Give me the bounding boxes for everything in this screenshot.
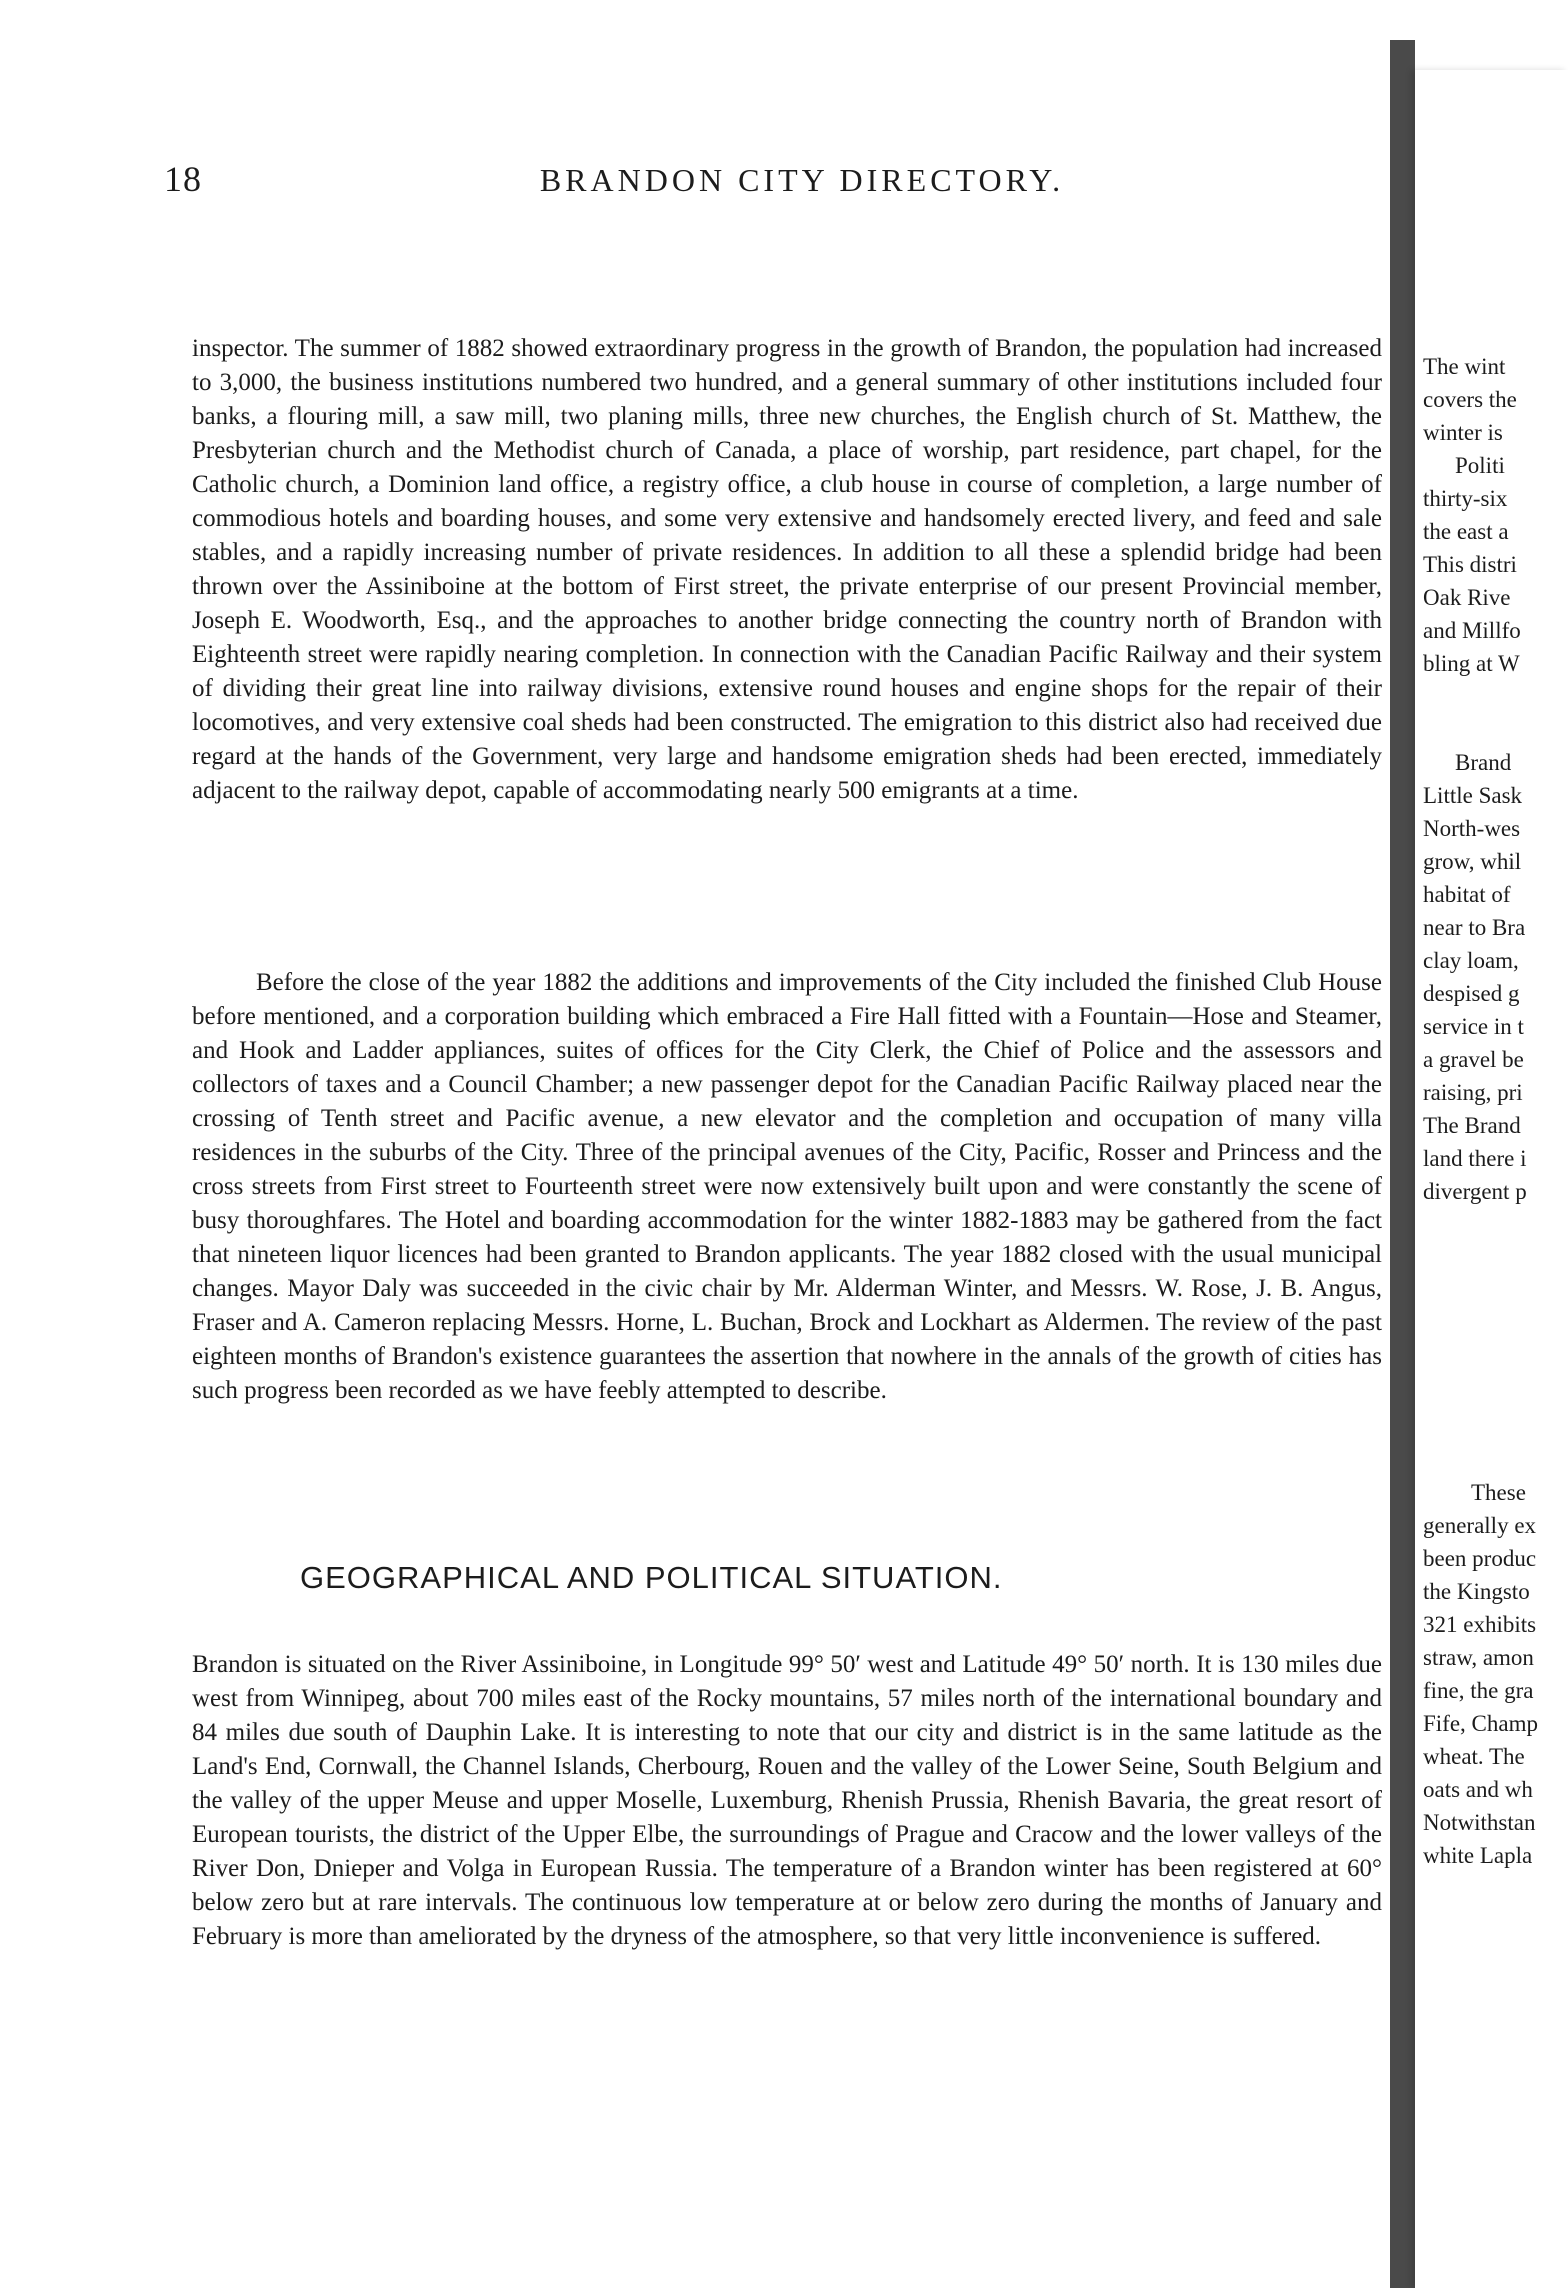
facing-page — [1415, 70, 1568, 2288]
facing-line: been produc — [1423, 1546, 1537, 1571]
section-heading: GEOGRAPHICAL AND POLITICAL SITUATION. — [300, 1560, 1003, 1595]
facing-line: This distri — [1423, 552, 1517, 577]
facing-line: Oak Rive — [1423, 585, 1511, 610]
facing-line: North-wes — [1423, 816, 1521, 841]
paragraph-text: Brandon is situated on the River Assiniboine, in Longitude 99° 50′ west and Latitude 49° 50′ north. It is 130 miles due west from Winnipeg, about 700 miles east of the Rocky mountains, 57 miles north of the international boundary and 84 miles due south of Dauphin Lake. It is interesting to note that our city and district is in the same latitude as the Land's End, Cornwall, the Channel Islands, Cherbourg, Rouen and the valley of the Lower Seine, South Belgium and the valley of the upper Meuse and upper Moselle, Luxemburg, Rhenish Prussia, Rhenish Bavaria, the great resort of European tourists, the district of the Upper Elbe, the surroundings of Prague and Cracow and the lower valleys of the River Don, Dnieper and Volga in European Russia. The temperature of a Brandon winter has been registered at 60° below zero but at rare intervals. The continuous low temperature at or below zero during the months of January and February is more than ameliorated by the dryness of the atmosphere, so that very little inconvenience is suffered. — [192, 1651, 1382, 1950]
facing-line: service in t — [1423, 1014, 1524, 1039]
facing-line: generally ex — [1423, 1513, 1537, 1538]
facing-line: the Kingsto — [1423, 1579, 1530, 1604]
paragraph-geography — [192, 1648, 1382, 1954]
facing-line: and Millfo — [1423, 618, 1521, 643]
facing-line: divergent p — [1423, 1179, 1527, 1204]
facing-line: Politi — [1455, 453, 1505, 478]
facing-line: covers the — [1423, 387, 1517, 412]
facing-page-text — [1423, 350, 1568, 1872]
facing-line: fine, the gra — [1423, 1678, 1534, 1703]
facing-line: Notwithstan — [1423, 1810, 1536, 1835]
facing-line: clay loam, — [1423, 948, 1519, 973]
facing-line: thirty-six — [1423, 486, 1508, 511]
scan-margin-top — [0, 0, 1568, 40]
facing-line: Brand — [1455, 750, 1512, 775]
paragraph-summer-1882 — [192, 332, 1382, 808]
page-gutter-shadow — [1390, 40, 1415, 2288]
facing-line: raising, pri — [1423, 1080, 1523, 1105]
paragraph-close-of-1882 — [192, 966, 1382, 1408]
facing-line: Little Sask — [1423, 783, 1523, 808]
facing-line: near to Bra — [1423, 915, 1526, 940]
facing-line: grow, whil — [1423, 849, 1522, 874]
facing-line: habitat of — [1423, 882, 1511, 907]
facing-line: The Brand — [1423, 1113, 1521, 1138]
facing-line: Fife, Champ — [1423, 1711, 1538, 1736]
paragraph-text: inspector. The summer of 1882 showed extraordinary progress in the growth of Brandon, the population had increased to 3,000, the business institutions numbered two hundred, and a general summary of other institutions included four banks, a flouring mill, a saw mill, two planing mills, three new churches, the English church of St. Matthew, the Presbyterian church and the Methodist church of Canada, a place of worship, part residence, part chapel, for the Catholic church, a Dominion land office, a registry office, a club house in course of completion, a large number of commodious hotels and boarding houses, and some very extensive and handsomely erected livery, and feed and sale stables, and a rapidly increasing number of private residences. In addition to all these a splendid bridge had been thrown over the Assiniboine at the bottom of First street, the private enterprise of our present Provincial member, Joseph E. Woodworth, Esq., and the approaches to another bridge connecting the country north of Brandon with Eighteenth street were rapidly nearing completion. In connection with the Canadian Pacific Railway and their system of dividing their great line into railway divisions, extensive round houses and engine shops for the repair of their locomotives, and very extensive coal sheds had been constructed. The emigration to this district also had received due regard at the hands of the Government, very large and handsome emigration sheds had been erected, immediately adjacent to the railway depot, capable of accommodating nearly 500 emigrants at a time. — [192, 335, 1382, 804]
facing-line: a gravel be — [1423, 1047, 1524, 1072]
scan-margin-left — [0, 0, 40, 2288]
facing-line: straw, amon — [1423, 1645, 1534, 1670]
page-number: 18 — [164, 159, 202, 199]
facing-line: winter is — [1423, 420, 1503, 445]
facing-line: white Lapla — [1423, 1843, 1533, 1868]
facing-line: 321 exhibits — [1423, 1612, 1537, 1637]
facing-line: wheat. The — [1423, 1744, 1525, 1769]
facing-line: The wint — [1423, 354, 1506, 379]
facing-line: These — [1471, 1480, 1526, 1505]
facing-line: bling at W — [1423, 651, 1520, 676]
facing-line: the east a — [1423, 519, 1509, 544]
paragraph-text: Before the close of the year 1882 the additions and improvements of the City included the finished Club House before mentioned, and a corporation building which embraced a Fire Hall fitted with a Fountain—Hose and Steamer, and Hook and Ladder appliances, suites of offices for the City Clerk, the Chief of Police and the assessors and collectors of taxes and a Council Chamber; a new passenger depot for the Canadian Pacific Railway placed near the crossing of Tenth street and Pacific avenue, a new elevator and the completion and occupation of many villa residences in the suburbs of the City. Three of the principal avenues of the City, Pacific, Rosser and Princess and the cross streets from First street to Fourteenth street were now extensively built upon and were constantly the scene of busy thoroughfares. The Hotel and boarding accommodation for the winter 1882-1883 may be gathered from the fact that nineteen liquor licences had been granted to Brandon applicants. The year 1882 closed with the usual municipal changes. Mayor Daly was succeeded in the civic chair by Mr. Alderman Winter, and Messrs. W. Rose, J. B. Angus, Fraser and A. Cameron replacing Messrs. Horne, L. Buchan, Brock and Lockhart as Aldermen. The review of the past eighteen months of Brandon's existence guarantees the assertion that nowhere in the annals of the growth of cities has such progress been recorded as we have feebly attempted to describe. — [192, 969, 1382, 1404]
facing-line: oats and wh — [1423, 1777, 1533, 1802]
facing-line: land there i — [1423, 1146, 1527, 1171]
facing-line: despised g — [1423, 981, 1520, 1006]
running-head: BRANDON CITY DIRECTORY. — [539, 162, 1065, 198]
